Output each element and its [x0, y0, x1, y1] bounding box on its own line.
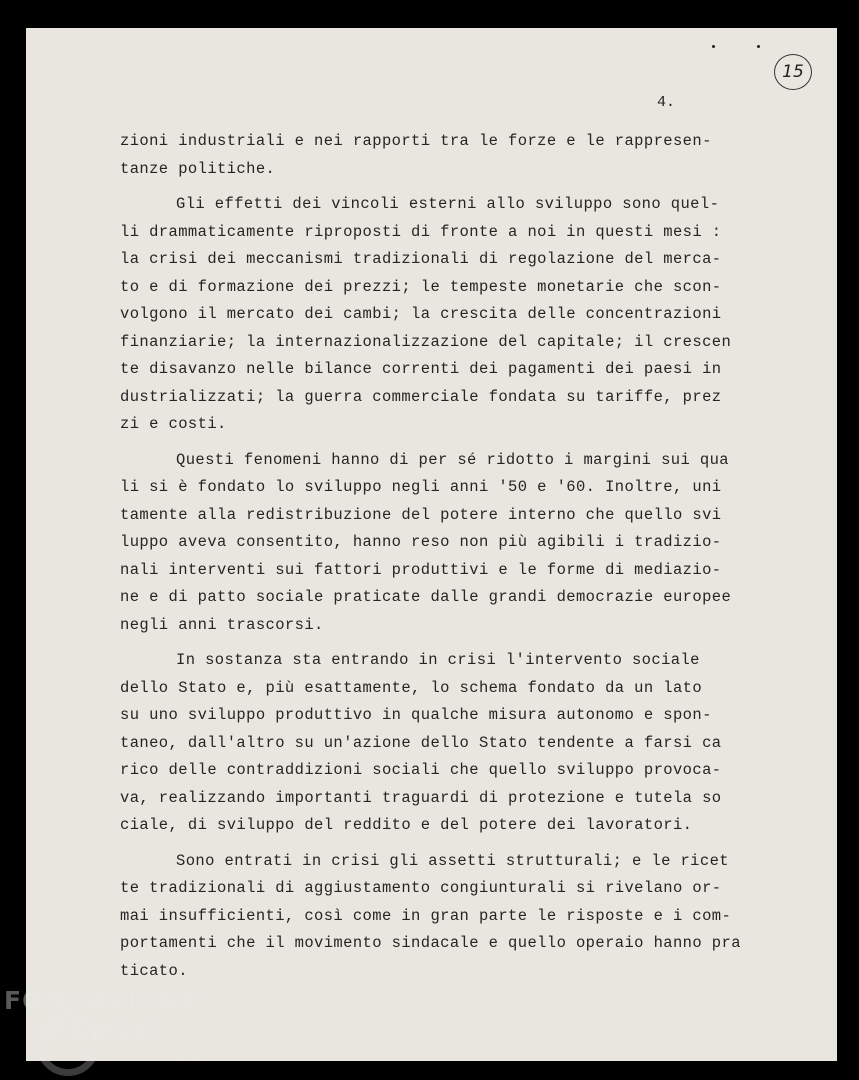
paragraph: [120, 848, 741, 986]
paragraph: [120, 447, 730, 640]
text-line: dustrializzati; la guerra commerciale fondata su tariffe, prez: [120, 387, 722, 406]
text-line: Questi fenomeni hanno di per sé ridotto i margini sui qua: [176, 450, 729, 469]
text-line: te tradizionali di aggiustamento congiunturali si rivelano or-: [120, 879, 722, 897]
watermark: [4, 986, 200, 1046]
watermark-line-2: RAMSCI: [48, 1017, 164, 1046]
text-line: rico delle contraddizioni sociali che quello sviluppo provoca-: [120, 761, 722, 779]
ink-dot: [712, 45, 715, 48]
text-line: In sostanza sta entrando in crisi l'intervento sociale: [176, 651, 700, 669]
text-line: zioni industriali e nei rapporti tra le forze e le rappresen-: [120, 132, 712, 150]
text-line: finanziarie; la internazionalizzazione del capitale; il crescen: [120, 332, 732, 351]
text-line: volgono il mercato dei cambi; la crescita delle concentrazioni: [120, 305, 722, 323]
paragraph: [120, 191, 730, 439]
text-line: su uno sviluppo produttivo in qualche misura autonomo e spon-: [120, 706, 712, 724]
text-line: Gli effetti dei vincoli esterni allo sviluppo sono quel-: [176, 195, 720, 213]
text-line: nali interventi sui fattori produttivi e le forme di mediazio-: [120, 560, 722, 579]
text-line: to e di formazione dei prezzi; le tempeste monetarie che scon-: [120, 277, 722, 296]
watermark-line-1: FONDAZIONE: [4, 986, 201, 1015]
text-line: Sono entrati in crisi gli assetti strutturali; e le ricet: [176, 851, 729, 870]
text-line: va, realizzando importanti traguardi di protezione e tutela so: [120, 788, 722, 807]
text-line: ne e di patto sociale praticate dalle grandi democrazie europee: [120, 588, 732, 606]
text-line: ticato.: [120, 961, 188, 980]
text-line: ciale, di sviluppo del reddito e del potere dei lavoratori.: [120, 816, 693, 834]
paragraph: [120, 128, 730, 183]
watermark-line-3: onlus: [176, 1050, 203, 1061]
paragraph: [120, 647, 730, 840]
archive-page-number: 15: [774, 54, 812, 90]
watermark-logo-g: [36, 1012, 100, 1076]
text-line: tanze politiche.: [120, 159, 276, 178]
text-line: li drammaticamente riproposti di fronte a noi in questi mesi :: [120, 222, 722, 241]
text-line: tamente alla redistribuzione del potere interno che quello svi: [120, 505, 722, 524]
text-line: luppo aveva consentito, hanno reso non più agibili i tradizio-: [120, 533, 722, 551]
text-line: te disavanzo nelle bilance correnti dei pagamenti dei paesi in: [120, 360, 722, 378]
document-body: [120, 128, 741, 993]
text-line: la crisi dei meccanismi tradizionali di regolazione del merca-: [120, 250, 722, 268]
text-line: portamenti che il movimento sindacale e quello operaio hanno pra: [120, 934, 741, 952]
text-line: zi e costi.: [120, 415, 227, 433]
text-line: mai insufficienti, così come in gran parte le risposte e i com-: [120, 906, 732, 925]
page-number: 4.: [657, 94, 676, 111]
text-line: dello Stato e, più esattamente, lo schema fondato da un lato: [120, 678, 703, 697]
text-line: li si è fondato lo sviluppo negli anni '50 e '60. Inoltre, uni: [120, 478, 722, 496]
text-line: taneo, dall'altro su un'azione dello Stato tendente a farsi ca: [120, 733, 722, 752]
ink-dot: [757, 45, 760, 48]
text-line: negli anni trascorsi.: [120, 615, 324, 634]
